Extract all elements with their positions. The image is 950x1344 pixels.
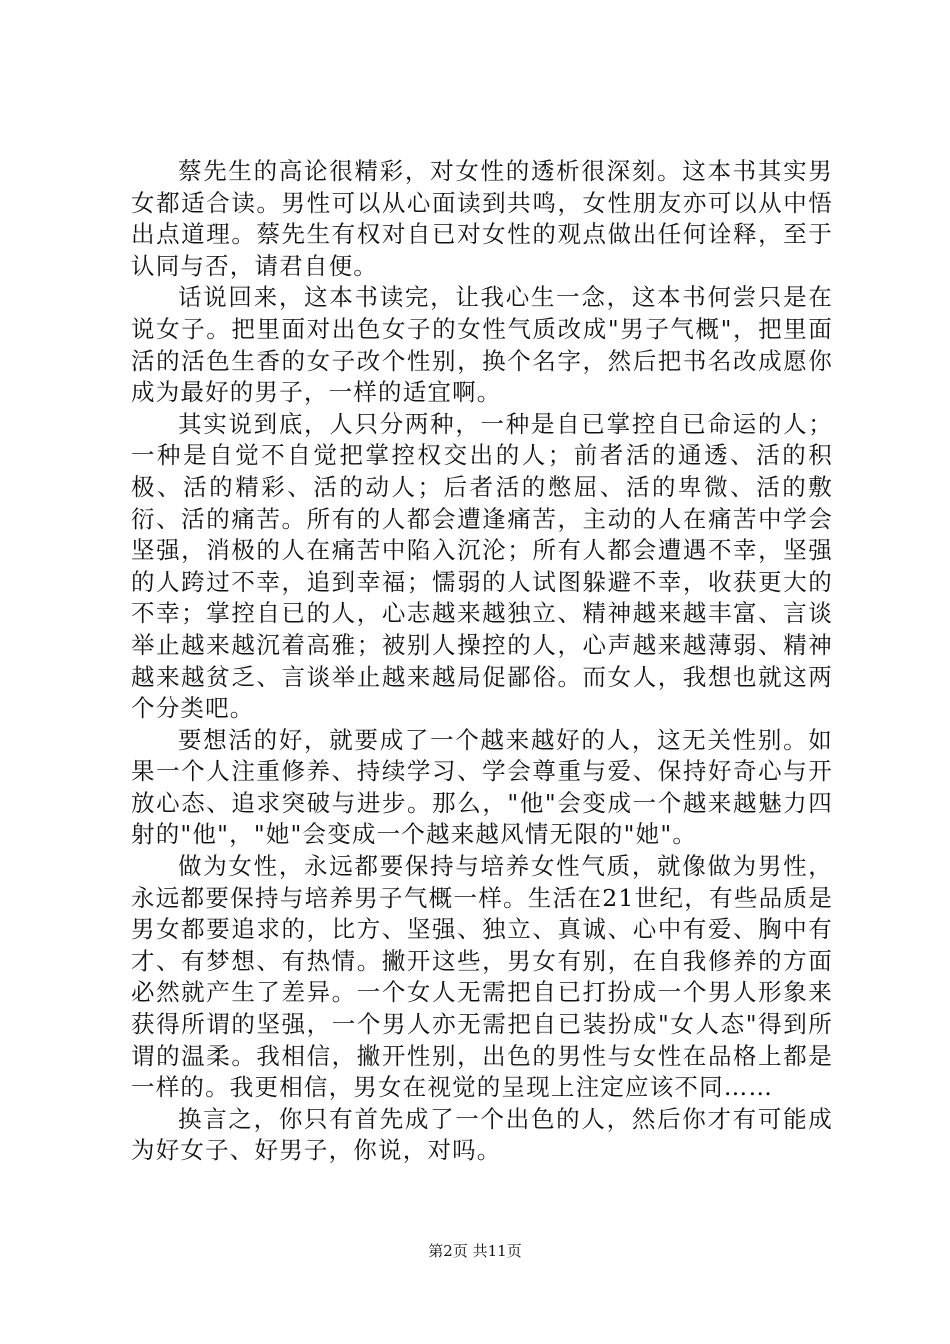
paragraph: 换言之，你只有首先成了一个出色的人，然后你才有可能成为好女子、好男子，你说，对吗。 bbox=[131, 1104, 833, 1165]
paragraph: 话说回来，这本书读完，让我心生一念，这本书何尝只是在说女子。把里面对出色女子的女性气质改成"男子气概"，把里面活的活色生香的女子改个性别，换个名字，然后把书名改成愿你成为最好的男子，一样的适宜啊。 bbox=[131, 283, 833, 407]
paragraph: 蔡先生的高论很精彩，对女性的透析很深刻。这本书其实男女都适合读。男性可以从心面读到共鸣，女性朋友亦可以从中悟出点道理。蔡先生有权对自已对女性的观点做出任何诠释，至于认同与否，请君自便。 bbox=[131, 157, 833, 280]
paragraph: 要想活的好，就要成了一个越来越好的人，这无关性别。如果一个人注重修养、持续学习、学会尊重与爱、保持好奇心与开放心态、追求突破与进步。那么，"他"会变成一个越来越魅力四射的"他"，"她"会变成一个越来越风情无限的"她"。 bbox=[131, 725, 833, 849]
page-number-footer: 第2页 共11页 bbox=[428, 1242, 522, 1260]
paragraph: 做为女性，永远都要保持与培养女性气质，就像做为男性，永远都要保持与培养男子气概一样。生活在21世纪，有些品质是男女都要追求的，比方、坚强、独立、真诚、心中有爱、胸中有才、有梦想、有热情。撇开这些，男女有别，在自我修养的方面必然就产生了差异。一个女人无需把自已打扮成一个男人形象来获得所谓的坚强，一个男人亦无需把自已装扮成"女人态"得到所谓的温柔。我相信，撇开性别，出色的男性与女性在品格上都是一样的。我更相信，男女在视觉的呈现上注定应该不同…… bbox=[131, 852, 833, 1102]
body-text bbox=[131, 156, 833, 1167]
paragraph: 其实说到底，人只分两种，一种是自已掌控自已命运的人；一种是自觉不自觉把掌控权交出的人；前者活的通透、活的积极、活的精彩、活的动人；后者活的憋屈、活的卑微、活的敷衍、活的痛苦。所有的人都会遭逢痛苦，主动的人在痛苦中学会坚强，消极的人在痛苦中陷入沉沦；所有人都会遭遇不幸，坚强的人跨过不幸，追到幸福；懦弱的人试图躲避不幸，收获更大的不幸；掌控自已的人，心志越来越独立、精神越来越丰富、言谈举止越来越沉着高雅；被别人操控的人，心声越来越薄弱、精神越来越贫乏、言谈举止越来越局促鄙俗。而女人，我想也就这两个分类吧。 bbox=[131, 409, 833, 723]
